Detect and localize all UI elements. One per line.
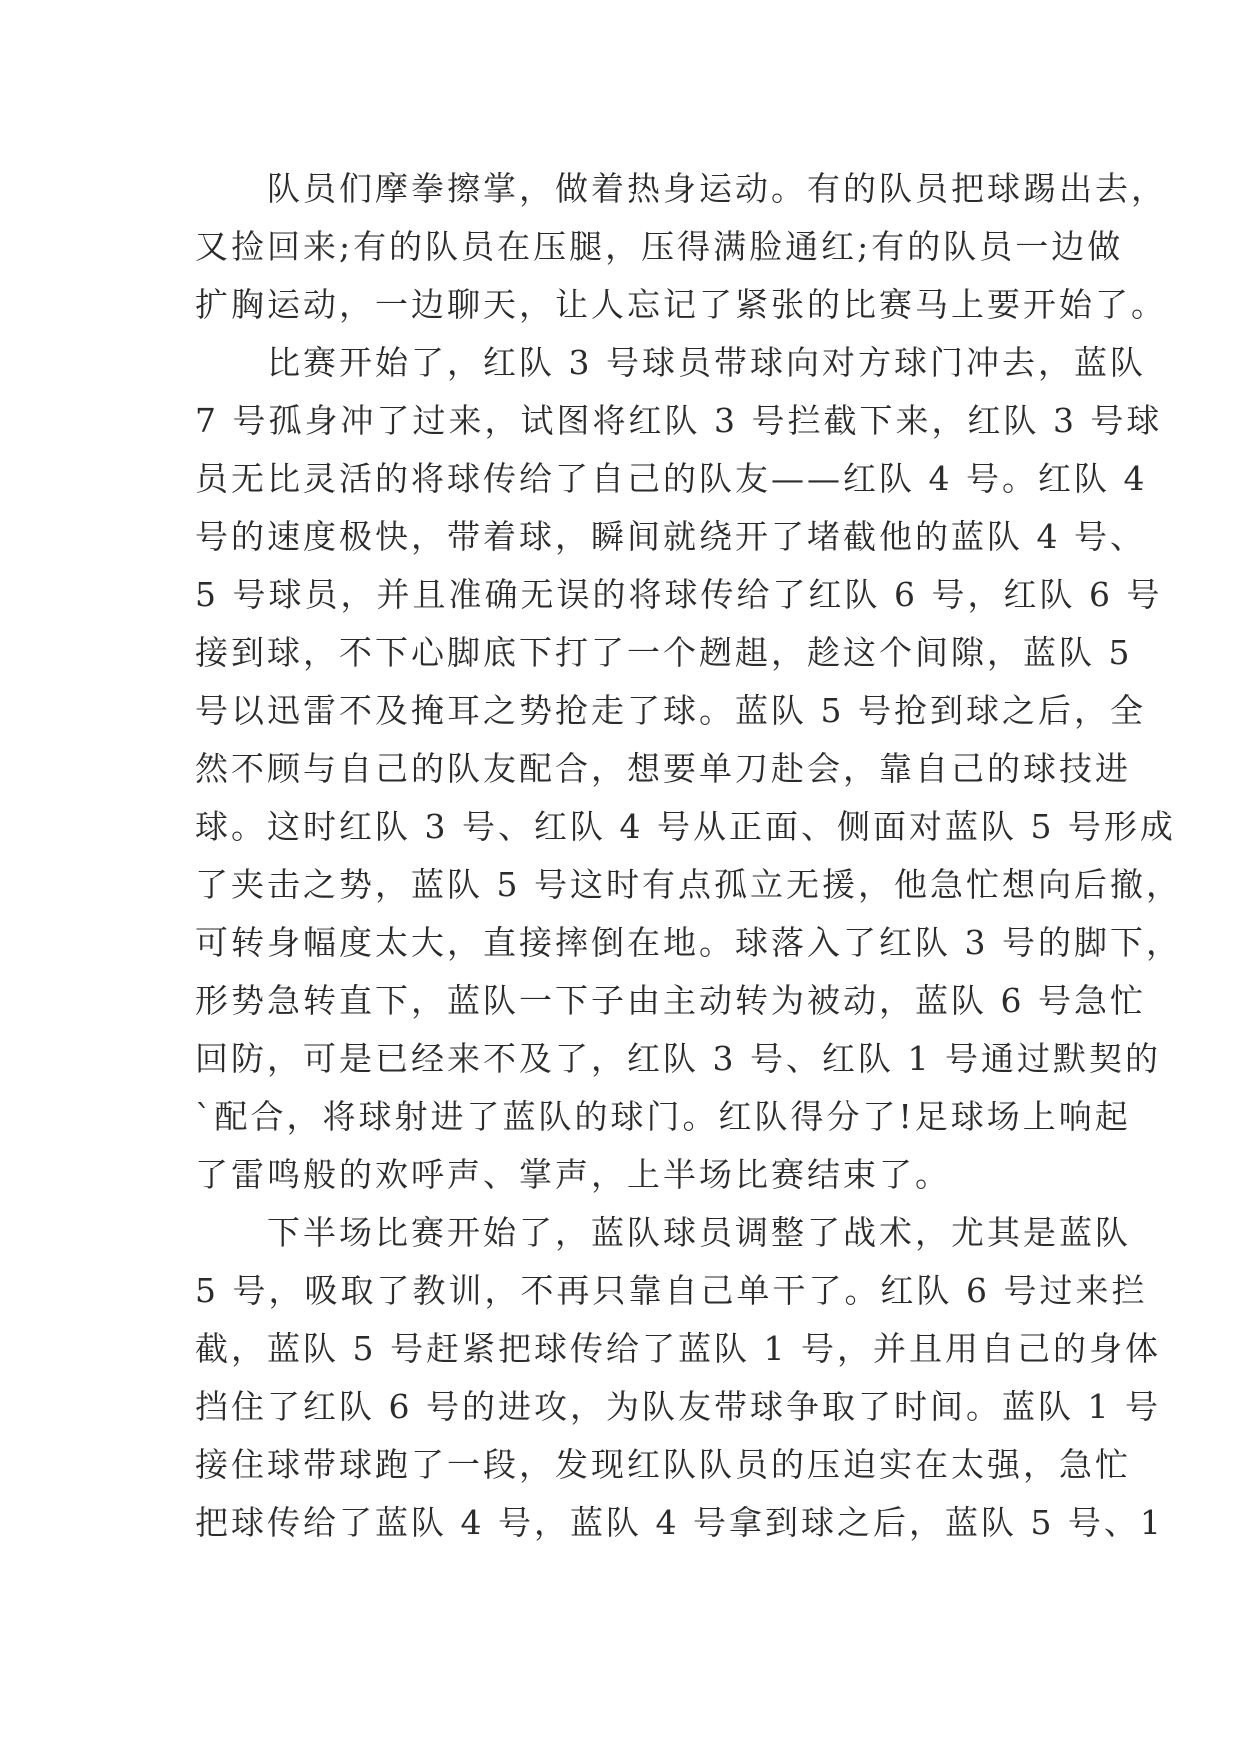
text-line: 又捡回来;有的队员在压腿，压得满脸通红;有的队员一边做: [195, 227, 1124, 266]
text-line: 号以迅雷不及掩耳之势抢走了球。蓝队 5 号抢到球之后，全: [195, 691, 1146, 730]
text-line: 7 号孤身冲了过来，试图将红队 3 号拦截下来，红队 3 号球: [195, 401, 1163, 440]
text-line: 下半场比赛开始了，蓝队球员调整了战术，尤其是蓝队: [195, 1213, 1131, 1252]
text-line: 队员们摩拳擦掌，做着热身运动。有的队员把球踢出去，: [195, 169, 1167, 208]
text-line: 可转身幅度太大，直接摔倒在地。球落入了红队 3 号的脚下，: [195, 923, 1182, 962]
text-line: 比赛开始了，红队 3 号球员带球向对方球门冲去，蓝队: [195, 343, 1146, 382]
paragraph-1: [195, 160, 1167, 334]
text-line: 把球传给了蓝队 4 号，蓝队 4 号拿到球之后，蓝队 5 号、1: [195, 1503, 1164, 1542]
text-line: 5 号球员，并且准确无误的将球传给了红队 6 号，红队 6 号: [195, 575, 1163, 614]
text-line: 然不顾与自己的队友配合，想要单刀赴会，靠自己的球技进: [195, 749, 1131, 788]
body-text: [195, 160, 1182, 1552]
text-line: 回防，可是已经来不及了，红队 3 号、红队 1 号通过默契的: [195, 1039, 1161, 1078]
text-line: 形势急转直下，蓝队一下子由主动转为被动，蓝队 6 号急忙: [195, 981, 1146, 1020]
text-line: 员无比灵活的将球传给了自己的队友——红队 4 号。红队 4: [195, 459, 1148, 498]
paragraph-2: [195, 334, 1182, 1204]
text-line: 扩胸运动，一边聊天，让人忘记了紧张的比赛马上要开始了。: [195, 285, 1167, 324]
text-line: 截，蓝队 5 号赶紧把球传给了蓝队 1 号，并且用自己的身体: [195, 1329, 1161, 1368]
paragraph-3: [195, 1204, 1164, 1552]
text-line: 了雷鸣般的欢呼声、掌声，上半场比赛结束了。: [195, 1155, 951, 1194]
text-line: 了夹击之势，蓝队 5 号这时有点孤立无援，他急忙想向后撤，: [195, 865, 1182, 904]
text-line: 号的速度极快，带着球，瞬间就绕开了堵截他的蓝队 4 号、: [195, 517, 1146, 556]
text-line: 接到球，不下心脚底下打了一个趔趄，趁这个间隙，蓝队 5: [195, 633, 1133, 672]
text-line: 球。这时红队 3 号、红队 4 号从正面、侧面对蓝队 5 号形成: [195, 807, 1176, 846]
text-line: `配合，将球射进了蓝队的球门。红队得分了!足球场上响起: [195, 1097, 1131, 1136]
text-line: 5 号，吸取了教训，不再只靠自己单干了。红队 6 号过来拦: [195, 1271, 1148, 1310]
text-line: 接住球带球跑了一段，发现红队队员的压迫实在太强，急忙: [195, 1445, 1131, 1484]
text-line: 挡住了红队 6 号的进攻，为队友带球争取了时间。蓝队 1 号: [195, 1387, 1161, 1426]
